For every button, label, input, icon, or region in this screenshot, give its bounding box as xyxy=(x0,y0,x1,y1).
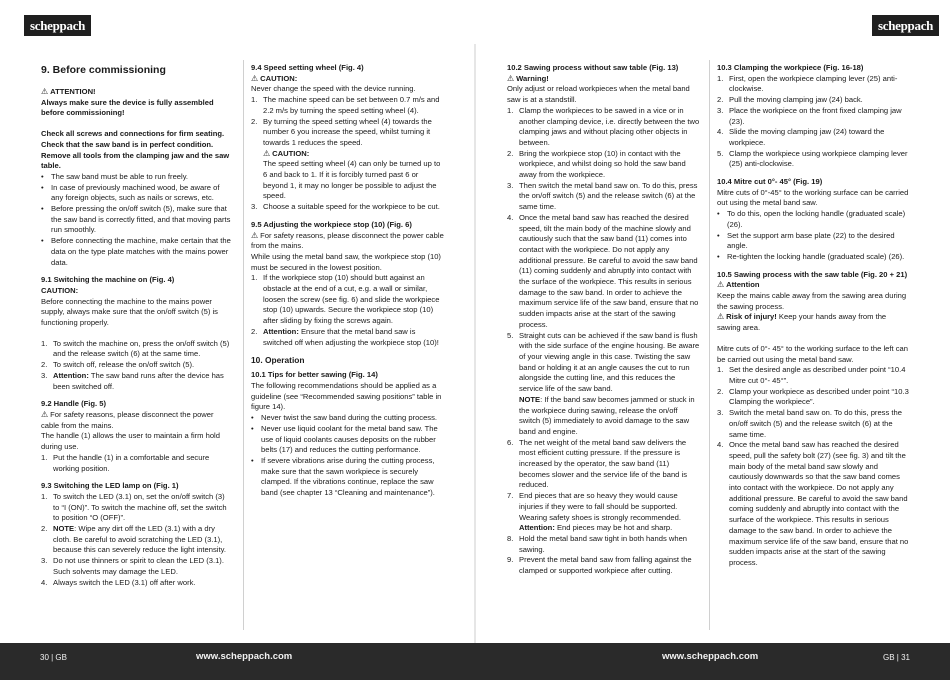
column-1 xyxy=(41,63,233,588)
list-item: 1. To switch the machine on, press the on/off switch (5) and the release switch (6) at the same time. xyxy=(41,338,230,359)
list-item: 5. Clamp the workpiece using workpiece clamping lever (25) anti-clockwise. xyxy=(717,148,908,169)
column-divider xyxy=(243,60,244,630)
subsection-title: 10.5 Sawing process with the saw table (Fig. 20 + 21) xyxy=(717,269,908,279)
warning-triangle-icon: ⚠ xyxy=(717,280,725,290)
footer-bar xyxy=(0,643,950,680)
subsection-title: 9.1 Switching the machine on (Fig. 4) xyxy=(41,275,175,285)
section-title: 9. Before commissioning xyxy=(41,64,166,76)
list-item: • Set the support arm base plate (22) to the desired angle. xyxy=(717,230,895,251)
column-divider xyxy=(709,60,710,630)
list-item: 1. Put the handle (1) in a comfortable and secure working position. xyxy=(41,452,210,473)
list-item: 3. Choose a suitable speed for the workpiece to be cut. xyxy=(251,202,440,212)
list-item: • The saw band must be able to run freely. xyxy=(41,171,189,181)
attention-label: Attention xyxy=(726,280,760,290)
list-item: 2. Attention: Ensure that the metal band saw is switched off when adjusting the workpiece stop (10)! xyxy=(251,326,439,347)
list-item: 4. Slide the moving clamping jaw (24) toward the workpiece. xyxy=(717,127,885,147)
subsection-title: 10.2 Sawing process without saw table (Fig. 13) xyxy=(507,63,679,72)
column-2 xyxy=(251,63,444,499)
list-item: 2. Clamp your workpiece as described under point “10.3 Clamping the workpiece”. xyxy=(717,386,909,407)
paragraph: Never change the speed with the device running. xyxy=(251,84,416,94)
paragraph: Keep your hands away from the sawing area. xyxy=(717,312,887,333)
website-link-left[interactable]: www.scheppach.com xyxy=(196,651,293,662)
list-item: 1. Clamp the workpieces to be sawed in a vice or in another clamping device, i.e. directly between the two clamping jaws and without placing other objects in between. xyxy=(507,105,700,147)
paragraph: Mitre cuts of 0°-45° to the working surface can be carried out using the metal band saw. xyxy=(717,187,909,208)
paragraph: The handle (1) allows the user to maintain a firm hold during use. xyxy=(41,431,220,452)
attention-text: Always make sure the device is fully assembled before commissioning! xyxy=(41,97,214,118)
brand-logo-left: scheppach xyxy=(24,15,91,36)
warning-triangle-icon: ⚠ xyxy=(507,73,515,83)
list-item: 3. Then switch the metal band saw on. To do this, press the on/off switch (5) and the release switch (6) at the same time. xyxy=(507,180,698,212)
list-item: 3. Do not use thinners or spirit to clean the LED (3.1). Such solvents may damage the LED. xyxy=(41,556,224,576)
warning-triangle-icon: ⚠ xyxy=(41,87,49,96)
subsection-title: 10.1 Tips for better sawing (Fig. 14) xyxy=(251,370,378,380)
attention-label: ATTENTION! xyxy=(50,87,96,96)
check-text: Check all screws and connections for firm seating. Check that the saw band is in perfect condition. Remove all tools from the clamping jaw and the saw table. xyxy=(41,129,230,171)
list-item: 3. Place the workpiece on the front fixed clamping jaw (23). xyxy=(717,105,902,126)
page-number-right: GB | 31 xyxy=(883,653,910,662)
list-item: 8. Hold the metal band saw tight in both hands when sawing. xyxy=(507,533,688,554)
list-item: 3. Switch the metal band saw on. To do this, press the on/off switch (5) and the release switch (6) at the same time. xyxy=(717,408,902,439)
column-3 xyxy=(507,63,700,577)
list-item: 5. Straight cuts can be achieved if the saw band is flush with the side surface of the engine housing. Be aware of your viewing angle in this case. Twisting the saw band or holding it at an angle causes the cut to run alongside the cutting line, and this reduces the service life of the saw band. NOTE: If the band saw becomes jammed or stuck in the workpiece during sawing, release the on/off switch (5) immediately to avoid damage to the saw band and engine. xyxy=(507,330,700,436)
list-item: 3. Attention: The saw band runs after the device has been switched off. xyxy=(41,370,224,391)
list-item: • Re-tighten the locking handle (graduated scale) (26). xyxy=(717,251,905,261)
list-item: 2. By turning the speed setting wheel (4) towards the number 6 you increase the speed, whilst turning it towards 1 reduces the speed. ⚠ CAUTION: The speed setting wheel (4) can only be turned up to 6 and back to 1. If it is forcibly turned past 6 or beyond 1, it may no longer be possible to adjust the speed. xyxy=(251,116,441,201)
header-bar xyxy=(0,0,950,44)
paragraph: Before connecting the machine to the mains power supply, always make sure that the on/off switch (5) is functioning properly. xyxy=(41,296,218,328)
column-4 xyxy=(717,63,910,569)
warning-triangle-icon: ⚠ xyxy=(41,409,49,419)
warning-triangle-icon: ⚠ xyxy=(251,73,259,83)
list-item: • Before connecting the machine, make certain that the data on the type plate matches with the mains power data. xyxy=(41,236,231,267)
list-item: 1. The machine speed can be set between 0.7 m/s and 2.2 m/s by turning the speed setting wheel (4). xyxy=(251,95,440,115)
subsection-title: 10.4 Mitre cut 0°- 45° (Fig. 19) xyxy=(717,177,823,187)
caution-label: CAUTION: xyxy=(260,73,298,83)
website-link-right[interactable]: www.scheppach.com xyxy=(662,651,759,662)
paragraph: Only adjust or reload workpieces when the metal band saw is at a standstill. xyxy=(507,84,690,105)
list-item: • Before pressing the on/off switch (5), make sure that the saw band is correctly fitted, and that moving parts run smoothly. xyxy=(41,204,231,235)
risk-label: Risk of injury! xyxy=(726,312,777,322)
subsection-title: 9.3 Switching the LED lamp on (Fig. 1) xyxy=(41,481,179,491)
paragraph: The following recommendations should be applied as a guideline (see “Recommended sawing positions” table in figure 14). xyxy=(251,380,442,412)
paragraph: While using the metal band saw, the workpiece stop (10) must be secured in the lowest position. xyxy=(251,251,441,272)
list-item: • If severe vibrations arise during the cutting process, make sure that the sawn workpiece is securely clamped. If the vibrations continue, replace the saw band (see chapter 13 “Cleaning and maintenance”). xyxy=(251,455,435,498)
list-item: 6. The net weight of the metal band saw delivers the most efficient cutting pressure. If the pressure is increased by the operator, the saw band (11) becomes slower and the service life of the band is reduced. xyxy=(507,437,687,490)
subsection-title: 9.2 Handle (Fig. 5) xyxy=(41,399,106,409)
warning-triangle-icon: ⚠ xyxy=(263,148,271,158)
subsection-title: 9.5 Adjusting the workpiece stop (10) (Fig. 6) xyxy=(251,219,412,229)
list-item: 4. Once the metal band saw has reached the desired speed, pull the safety bolt (27) (see fig. 3) and tilt the main body of the metal band saw slowly and cautiously downwards so that the saw band comes into contact with the workpiece. Do not apply any additional pressure. Be careful to avoid the saw band coming suddenly and abruptly into contact with the surface of the workpiece. This results in serious damage to the saw band. In order to achieve the maximum service life of the saw band, ensure that no sudden impacts arise at the start of the sawing process. xyxy=(717,440,909,567)
section-title: 10. Operation xyxy=(251,355,305,366)
paragraph: For safety reasons, please disconnect the power cable from the mains. xyxy=(251,230,444,251)
list-item: 1. Set the desired angle as described under point “10.4 Mitre cut 0°- 45°”. xyxy=(717,365,906,385)
subsection-title: 9.4 Speed setting wheel (Fig. 4) xyxy=(251,63,364,72)
list-item: 1. If the workpiece stop (10) should butt against an obstacle at the end of a cut, e.g. a wall or similar, loosen the screw (see fig. 6) and slide the workpiece stop (10) upwards. Secure the workpiece stop (10) after sliding by fixing the screws again. xyxy=(251,273,440,326)
page-number-left: 30 | GB xyxy=(40,653,67,662)
page-gutter xyxy=(474,44,476,644)
list-item: 4. Once the metal band saw has reached the desired speed, tilt the main body of the machine slowly and cautiously such that the saw band (11) comes into contact with the workpiece. Do not apply any additional pressure. Be careful to avoid the saw band (11) coming suddenly and abruptly into contact with the surface of the workpiece. This results in serious damage to the saw band. In order to achieve the maximum service life of the saw band, ensure that no sudden impacts arise at the start of the sawing process. xyxy=(507,212,699,329)
warning-triangle-icon: ⚠ xyxy=(251,230,259,240)
paragraph: Keep the mains cable away from the sawing area during the sawing process. xyxy=(717,291,907,311)
list-item: • Never twist the saw band during the cutting process. xyxy=(251,413,438,423)
list-item: 2. Bring the workpiece stop (10) in contact with the workpiece, and whilst doing so hold the saw band away from the workpiece. xyxy=(507,148,686,180)
list-item: 4. Always switch the LED (3.1) off after work. xyxy=(41,577,196,587)
list-item: • Never use liquid coolant for the metal band saw. The use of liquid coolants causes deposits on the rubber belts (17) and reduces the cutting performance. xyxy=(251,423,438,455)
subsection-title: 10.3 Clamping the workpiece (Fig. 16-18) xyxy=(717,63,864,72)
list-item: 7. End pieces that are so heavy they would cause injuries if they were to fall should be supported. Wearing safety shoes is strongly recommended. Attention: End pieces may be hot and sharp. xyxy=(507,491,681,533)
paragraph: For safety reasons, please disconnect the power cable from the mains. xyxy=(41,409,214,430)
list-item: 9. Prevent the metal band saw from falling against the clamped or supported workpiece after cutting. xyxy=(507,555,692,576)
caution-label: CAUTION: xyxy=(41,285,79,295)
list-item: 2. NOTE: Wipe any dirt off the LED (3.1) with a dry cloth. Be careful to avoid scratching the LED (3.1), because this can severely reduce the light intensity. xyxy=(41,524,226,555)
warning-label: Warning! xyxy=(516,73,549,83)
list-item: • In case of previously machined wood, be aware of any foreign objects, such as nails or screws, etc. xyxy=(41,182,220,203)
list-item: 2. Pull the moving clamping jaw (24) back. xyxy=(717,95,863,105)
brand-logo-right: scheppach xyxy=(872,15,939,36)
warning-triangle-icon: ⚠ xyxy=(717,312,725,322)
list-item: 1. To switch the LED (3.1) on, set the on/off switch (3) to “I (ON)”. To switch the machine off, set the switch to position “O (OFF)”. xyxy=(41,491,227,523)
paragraph: Mitre cuts of 0°- 45° to the working surface to the left can be carried out using the metal band saw. xyxy=(717,343,908,364)
list-item: 2. To switch off, release the on/off switch (5). xyxy=(41,360,195,370)
list-item: • To do this, open the locking handle (graduated scale) (26). xyxy=(717,209,906,229)
list-item: 1. First, open the workpiece clamping lever (25) anti-clockwise. xyxy=(717,73,898,94)
